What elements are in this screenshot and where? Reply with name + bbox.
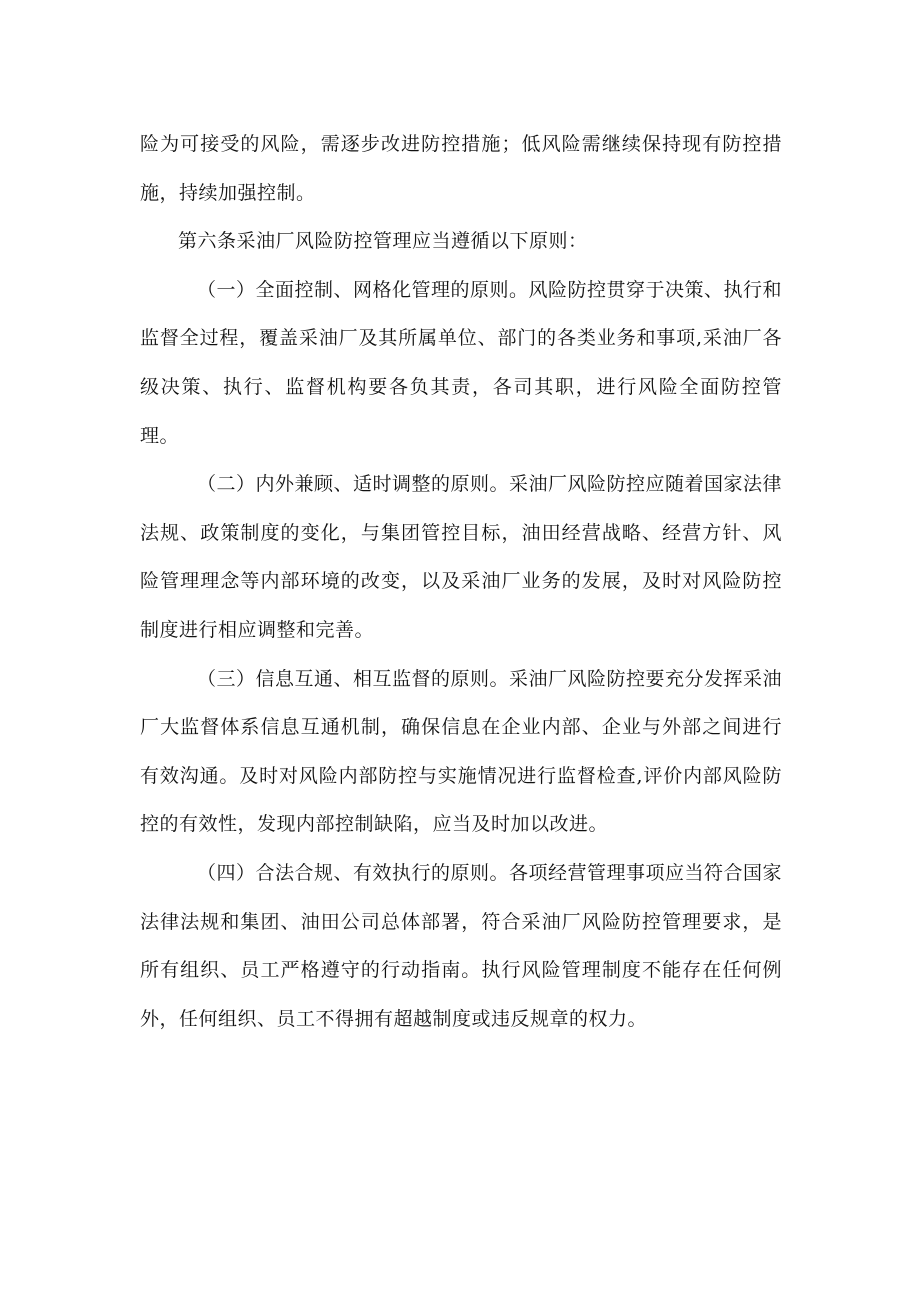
article-6-heading: 第六条采油厂风险防控管理应当遵循以下原则： bbox=[178, 230, 588, 253]
document-body bbox=[140, 120, 782, 1043]
principle-3-paragraph: （三）信息互通、相互监督的原则。采油厂风险防控要充分发挥采油厂大监督体系信息互通机制，确保信息在企业内部、企业与外部之间进行有效沟通。及时对风险内部防控与实施情况进行监督检查,评价内部风险防控的有效性，发现内部控制缺陷，应当及时加以改进。 bbox=[140, 667, 783, 836]
principle-1-paragraph: （一）全面控制、网格化管理的原则。风险防控贯穿于决策、执行和监督全过程，覆盖采油厂及其所属单位、部门的各类业务和事项,采油厂各级决策、执行、监督机构要各负其责，各司其职，进行风险全面防控管理。 bbox=[140, 278, 783, 447]
paragraph-continuation: 险为可接受的风险，需逐步改进防控措施；低风险需继续保持现有防控措施，持续加强控制。 bbox=[140, 133, 782, 204]
principle-4-paragraph: （四）合法合规、有效执行的原则。各项经营管理事项应当符合国家法律法规和集团、油田公司总体部署，符合采油厂风险防控管理要求，是所有组织、员工严格遵守的行动指南。执行风险管理制度不能存在任何例外，任何组织、员工不得拥有超越制度或违反规章的权力。 bbox=[140, 861, 783, 1030]
principle-2-paragraph: （二）内外兼顾、适时调整的原则。采油厂风险防控应随着国家法律法规、政策制度的变化，与集团管控目标，油田经营战略、经营方针、风险管理理念等内部环境的改变，以及采油厂业务的发展，及时对风险防控制度进行相应调整和完善。 bbox=[140, 473, 783, 641]
